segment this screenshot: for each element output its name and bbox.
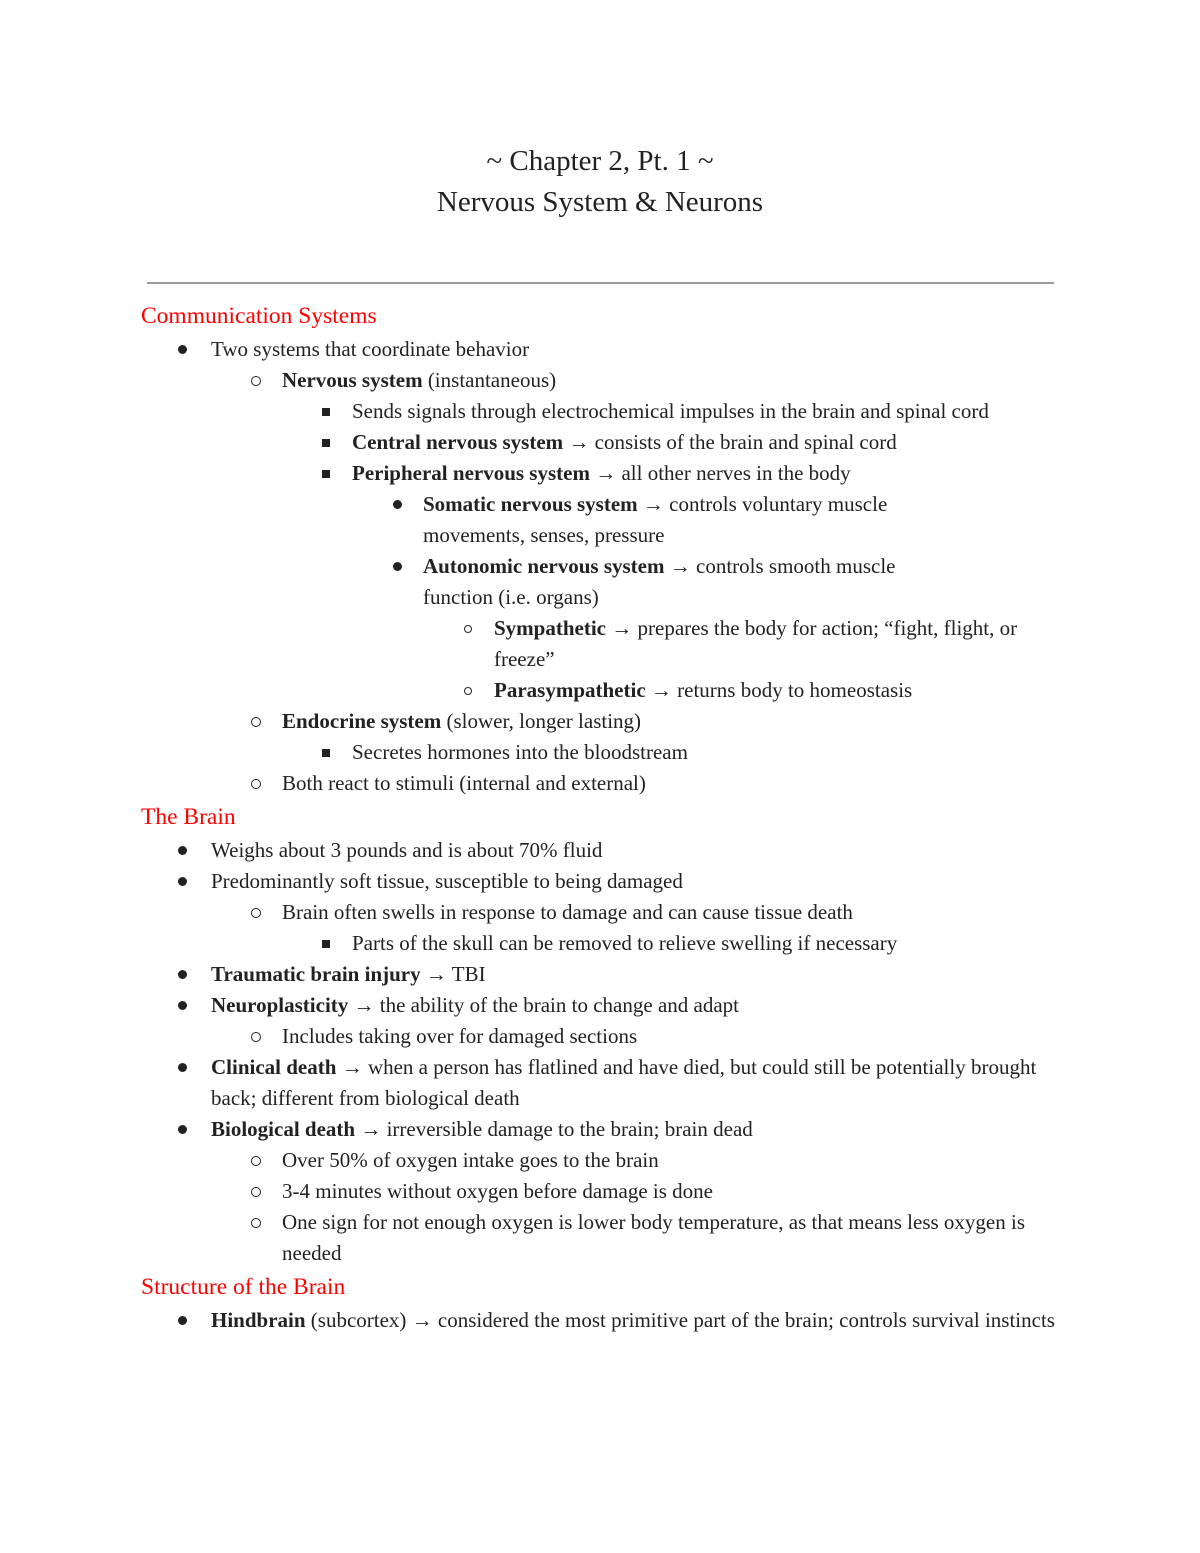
section-heading: Structure of the Brain xyxy=(141,1274,346,1300)
bold-term: Biological death xyxy=(211,1117,356,1141)
list-item xyxy=(0,866,1200,897)
list-item-text xyxy=(282,706,1058,737)
bullet-disc-icon xyxy=(389,489,405,520)
horizontal-rule xyxy=(147,282,1054,284)
bullet-disc-icon xyxy=(174,990,190,1021)
list-item-text xyxy=(211,990,1061,1021)
list-item-text xyxy=(211,334,1061,365)
list-item-text xyxy=(352,458,1024,489)
list-item xyxy=(0,365,1200,396)
bold-term: Nervous system xyxy=(282,368,423,392)
item-text: 3-4 minutes without oxygen before damage is done xyxy=(282,1179,713,1203)
list-item xyxy=(0,1145,1200,1176)
item-text: (instantaneous) xyxy=(422,368,557,392)
list-item xyxy=(0,1114,1200,1145)
list-item-text xyxy=(352,928,1024,959)
bullet-circle-icon xyxy=(248,1145,264,1176)
bullet-circle-icon xyxy=(248,706,264,737)
document-title-line-1: ~ Chapter 2, Pt. 1 ~ xyxy=(486,145,714,177)
list-item xyxy=(0,1021,1200,1052)
list-item xyxy=(0,959,1200,990)
bold-term: Clinical death xyxy=(211,1055,337,1079)
list-item xyxy=(0,396,1200,427)
bold-term: Peripheral nervous system xyxy=(352,461,590,485)
list-item-text xyxy=(282,1021,1058,1052)
list-item xyxy=(0,427,1200,458)
list-item xyxy=(0,835,1200,866)
bullet-square-icon xyxy=(318,928,334,959)
bold-term: Hindbrain xyxy=(211,1308,306,1332)
item-text: → when a person has flatlined and have died, but could still be potentially brought back; different from biological death xyxy=(211,1055,1037,1110)
list-item xyxy=(0,1052,1200,1114)
list-item-text xyxy=(494,613,1059,675)
item-text: Parts of the skull can be removed to relieve swelling if necessary xyxy=(352,931,898,955)
bold-term: Neuroplasticity xyxy=(211,993,349,1017)
list-item xyxy=(0,613,1200,675)
bold-term: Traumatic brain injury xyxy=(211,962,421,986)
list-item xyxy=(0,489,1200,551)
bullet-circle-icon xyxy=(248,1176,264,1207)
list-item xyxy=(0,551,1200,613)
list-item xyxy=(0,675,1200,706)
item-text: Brain often swells in response to damage and can cause tissue death xyxy=(282,900,853,924)
list-item xyxy=(0,990,1200,1021)
list-item-text xyxy=(211,1052,1061,1114)
list-item xyxy=(0,897,1200,928)
item-text: → TBI xyxy=(420,962,486,986)
item-text: Secretes hormones into the bloodstream xyxy=(352,740,688,764)
bold-term: Autonomic nervous system xyxy=(423,554,665,578)
list-item-text xyxy=(423,489,953,551)
list-item xyxy=(0,928,1200,959)
item-text: Two systems that coordinate behavior xyxy=(211,337,530,361)
bullet-disc-icon xyxy=(174,959,190,990)
list-item-text xyxy=(352,427,1024,458)
list-item xyxy=(0,334,1200,365)
bullet-circle-icon xyxy=(460,675,476,706)
bullet-disc-icon xyxy=(174,334,190,365)
item-text: → all other nerves in the body xyxy=(589,461,851,485)
item-text: → prepares the body for action; “fight, flight, or freeze” xyxy=(494,616,1018,671)
item-text: (subcortex) → considered the most primitive part of the brain; controls survival instincts xyxy=(305,1308,1055,1332)
list-item xyxy=(0,706,1200,737)
item-text: → controls voluntary muscle movements, senses, pressure xyxy=(423,492,888,547)
item-text: Over 50% of oxygen intake goes to the brain xyxy=(282,1148,659,1172)
list-item-text xyxy=(352,737,1024,768)
bullet-disc-icon xyxy=(174,835,190,866)
list-item xyxy=(0,1207,1200,1269)
bullet-square-icon xyxy=(318,396,334,427)
list-item-text xyxy=(211,959,1061,990)
bullet-square-icon xyxy=(318,737,334,768)
bullet-circle-icon xyxy=(248,768,264,799)
bold-term: Central nervous system xyxy=(352,430,564,454)
section-heading: Communication Systems xyxy=(141,303,377,329)
list-item-text xyxy=(211,1114,1061,1145)
bullet-circle-icon xyxy=(248,1021,264,1052)
list-item-text xyxy=(211,866,1061,897)
bullet-disc-icon xyxy=(174,866,190,897)
bullet-circle-icon xyxy=(248,897,264,928)
bullet-square-icon xyxy=(318,427,334,458)
list-item-text xyxy=(494,675,1059,706)
item-text: → returns body to homeostasis xyxy=(645,678,913,702)
item-text: → the ability of the brain to change and adapt xyxy=(348,993,739,1017)
list-item-text xyxy=(282,897,1058,928)
bullet-disc-icon xyxy=(389,551,405,582)
document-body xyxy=(0,298,1200,1336)
document-title-line-2: Nervous System & Neurons xyxy=(436,186,764,218)
bullet-circle-icon xyxy=(460,613,476,644)
bold-term: Parasympathetic xyxy=(494,678,646,702)
bold-term: Sympathetic xyxy=(494,616,606,640)
list-item xyxy=(0,1305,1200,1336)
list-item xyxy=(0,1176,1200,1207)
list-item xyxy=(0,737,1200,768)
item-text: One sign for not enough oxygen is lower body temperature, as that means less oxygen is needed xyxy=(282,1210,1026,1265)
bullet-disc-icon xyxy=(174,1305,190,1336)
list-item-text xyxy=(211,1305,1061,1336)
list-item-text xyxy=(282,365,1058,396)
list-item-text xyxy=(282,1176,1058,1207)
bold-term: Endocrine system xyxy=(282,709,442,733)
bullet-circle-icon xyxy=(248,1207,264,1238)
bullet-disc-icon xyxy=(174,1114,190,1145)
item-text: Both react to stimuli (internal and external) xyxy=(282,771,646,795)
bullet-circle-icon xyxy=(248,365,264,396)
list-item xyxy=(0,458,1200,489)
list-item-text xyxy=(282,768,1058,799)
item-text: → irreversible damage to the brain; brain dead xyxy=(355,1117,753,1141)
bold-term: Somatic nervous system xyxy=(423,492,638,516)
item-text: → consists of the brain and spinal cord xyxy=(563,430,897,454)
list-item-text xyxy=(423,551,953,613)
item-text: → controls smooth muscle function (i.e. organs) xyxy=(423,554,896,609)
list-item xyxy=(0,768,1200,799)
item-text: Sends signals through electrochemical impulses in the brain and spinal cord xyxy=(352,399,989,423)
list-item-text xyxy=(282,1207,1058,1269)
item-text: Includes taking over for damaged sections xyxy=(282,1024,638,1048)
item-text: Weighs about 3 pounds and is about 70% fluid xyxy=(211,838,603,862)
bullet-square-icon xyxy=(318,458,334,489)
item-text: Predominantly soft tissue, susceptible to being damaged xyxy=(211,869,683,893)
bullet-disc-icon xyxy=(174,1052,190,1083)
item-text: (slower, longer lasting) xyxy=(441,709,642,733)
list-item-text xyxy=(282,1145,1058,1176)
section-heading: The Brain xyxy=(141,804,236,830)
list-item-text xyxy=(211,835,1061,866)
list-item-text xyxy=(352,396,1024,427)
